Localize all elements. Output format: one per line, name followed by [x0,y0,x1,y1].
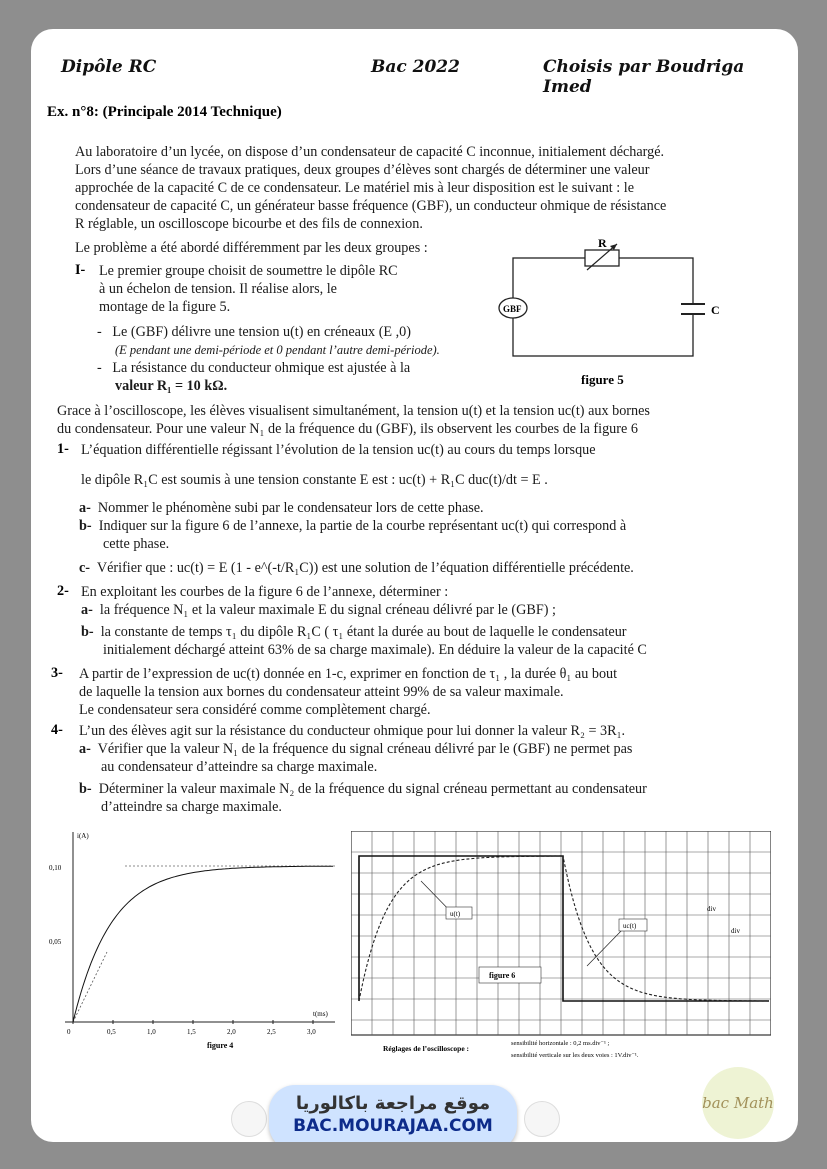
div-label: div [707,905,716,913]
q2-number: 2- [57,583,69,599]
xtick-label: 1,0 [147,1028,156,1036]
label-gbf: GBF [503,304,522,314]
q2b-text2: initialement déchargé atteint 63% de sa charge maximale). En déduire la valeur de la capacité C [103,642,647,658]
osc-line: du condensateur. Pour une valeur N₁ de la fréquence du (GBF), ils observent les courbes de la figure 6 [57,421,638,437]
figure5-circuit [491,234,741,389]
q3-line: de laquelle la tension aux bornes du condensateur atteint 99% de sa valeur maximale. [79,684,564,700]
problem-statement: Le problème a été abordé différemment par les deux groupes : [75,240,428,256]
q1b-text2: cette phase. [103,536,170,552]
bullet-value: valeur R₁ = 10 kΩ. [115,378,228,394]
xlabel: t(ms) [313,1010,328,1018]
figure5-caption: figure 5 [581,372,624,387]
bullet-gbf: Le (GBF) délivre une tension u(t) en créneaux (E ,0) [112,324,411,340]
q2b-text: la constante de temps τ₁ du dipôle R₁C ( τ₁ étant la durée au bout de laquelle le condensateur [100,624,627,640]
q1-equation: le dipôle R₁C est soumis à une tension constante E est : uc(t) + R₁C duc(t)/dt = E . [81,472,548,488]
osc-line: Grace à l’oscilloscope, les élèves visualisent simultanément, la tension u(t) et la tension uc(t) aux bornes [57,403,650,419]
q4a-text: Vérifier que la valeur N₁ de la fréquence du signal créneau délivré par le (GBF) ne permet pas [97,741,633,757]
q4b-label: b- [79,781,92,797]
settings-horizontal: sensibilité horizontale : 0,2 ms.div⁻¹ ; [511,1040,610,1047]
q4-text [79,722,779,816]
part1-line: montage de la figure 5. [99,299,231,315]
q1a-text: Nommer le phénomène subi par le condensateur lors de cette phase. [97,500,484,516]
settings-title: Réglages de l’oscilloscope : [383,1044,470,1053]
ylabel: i(A) [77,832,89,840]
intro-line: Au laboratoire d’un lycée, on dispose d’un condensateur de capacité C inconnue, initialement déchargé. [75,144,665,160]
bac-math-badge: bac Math [702,1067,774,1139]
site-name-arabic: موقع مراجعة باكالوريا [295,1093,491,1114]
label-u: u(t) [450,910,461,918]
figure4-caption: figure 4 [207,1041,234,1050]
circuit-wires [513,258,693,356]
label-C: C [711,303,720,317]
figure6-oscillogram [351,831,771,1059]
xtick-label: 2,0 [227,1028,236,1036]
xtick-label: 1,5 [187,1028,196,1036]
part1-line: à un échelon de tension. Il réalise alors, le [99,281,337,297]
intro-line: R réglable, un oscilloscope bicourbe et des fils de connexion. [75,216,423,232]
q2b-label: b- [81,624,94,640]
header-year: Bac 2022 [371,57,460,77]
q1-number: 1- [57,441,69,457]
header-topic: Dipôle RC [61,57,157,77]
q4a-label: a- [79,741,91,757]
current-curve [73,866,333,1022]
xtick-label: 2,5 [267,1028,276,1036]
ytick: 0,10 [49,864,62,872]
q3-line: Le condensateur sera considéré comme complètement chargé. [79,702,431,718]
bullet-note: (E pendant une demi-période et 0 pendant l’autre demi-période). [115,343,440,357]
xtick-label: 3,0 [307,1028,316,1036]
logo-icon [231,1101,267,1137]
q2-line: En exploitant les courbes de la figure 6 de l’annexe, déterminer : [81,584,449,600]
header-author: Choisis par Boudriga Imed [543,57,745,97]
bullet-resistance: La résistance du conducteur ohmique est ajustée à la [112,360,411,376]
q3-text [79,665,779,719]
q3-number: 3- [51,665,63,681]
q1b-label: b- [79,518,92,534]
intro-paragraph [75,143,765,233]
q4b-text2: d’atteindre sa charge maximale. [101,799,282,815]
q4b-text: Déterminer la valeur maximale N₂ de la fréquence du signal créneau permettant au condensateur [98,781,647,797]
intro-line: Lors d’une séance de travaux pratiques, deux groupes d’élèves sont chargés de déterminer une valeur [75,162,650,178]
tangent-line [73,952,107,1022]
part1-bullets: - Le (GBF) délivre une tension u(t) en créneaux (E ,0) (E pendant une demi-période et 0 pendant l’autre demi-période). - La résistance du conducteur ohmique est ajustée à la valeur R₁ = 10 kΩ. [97,323,507,395]
oscilloscope-paragraph [57,402,777,438]
q1-line: L’équation différentielle régissant l’évolution de la tension uc(t) au cours du temps lorsque [81,442,596,458]
part1-line: Le premier groupe choisit de soumettre le dipôle RC [99,263,398,279]
xtick-label: 0 [67,1028,71,1036]
q3-line: A partir de l’expression de uc(t) donnée en 1-c, exprimer en fonction de τ₁ , la durée θ₁ au bout [79,666,618,682]
q1c-label: c- [79,560,91,576]
resistor [585,250,619,266]
ytick: 0,05 [49,938,62,946]
q1-text [81,441,771,489]
figure4-graph [45,824,345,1054]
label-R: R [598,236,607,250]
site-url[interactable]: BAC.MOURAJAA.COM [293,1116,493,1136]
q2a-text: la fréquence N₁ et la valeur maximale E du signal créneau délivré par le (GBF) ; [99,602,556,618]
document-page [31,29,798,1142]
q2a-label: a- [81,602,93,618]
site-banner[interactable] [269,1085,517,1142]
q4a-text2: au condensateur d’atteindre sa charge maximale. [101,759,378,775]
q4-line: L’un des élèves agit sur la résistance du conducteur ohmique pour lui donner la valeur R₂ = 3R₁. [79,723,626,739]
q1a-label: a- [79,500,91,516]
q1c-text: Vérifier que : uc(t) = E (1 - e^(-t/R₁C)) est une solution de l’équation différentielle précédente. [96,560,634,576]
settings-vertical: sensibilité verticale sur les deux voies : 1V.div⁻¹. [511,1052,639,1059]
logo-icon [524,1101,560,1137]
q2-text [81,583,771,659]
q4-number: 4- [51,722,63,738]
div-label: div [731,927,740,935]
figure6-caption: figure 6 [489,971,516,980]
intro-line: condensateur de capacité C, un générateur basse fréquence (GBF), un conducteur ohmique de résistance [75,198,667,214]
q1-subquestions [79,499,779,577]
q1b-text: Indiquer sur la figure 6 de l’annexe, la partie de la courbe représentant uc(t) qui correspond à [98,518,627,534]
intro-line: approchée de la capacité C de ce condensateur. Le matériel mis à leur disposition est le suivant : le [75,180,635,196]
xtick-label: 0,5 [107,1028,116,1036]
part1-label: I- [75,262,86,278]
exercise-title: Ex. n°8: (Principale 2014 Technique) [47,104,282,120]
label-uc: uc(t) [623,922,637,930]
part1-text [99,262,499,316]
